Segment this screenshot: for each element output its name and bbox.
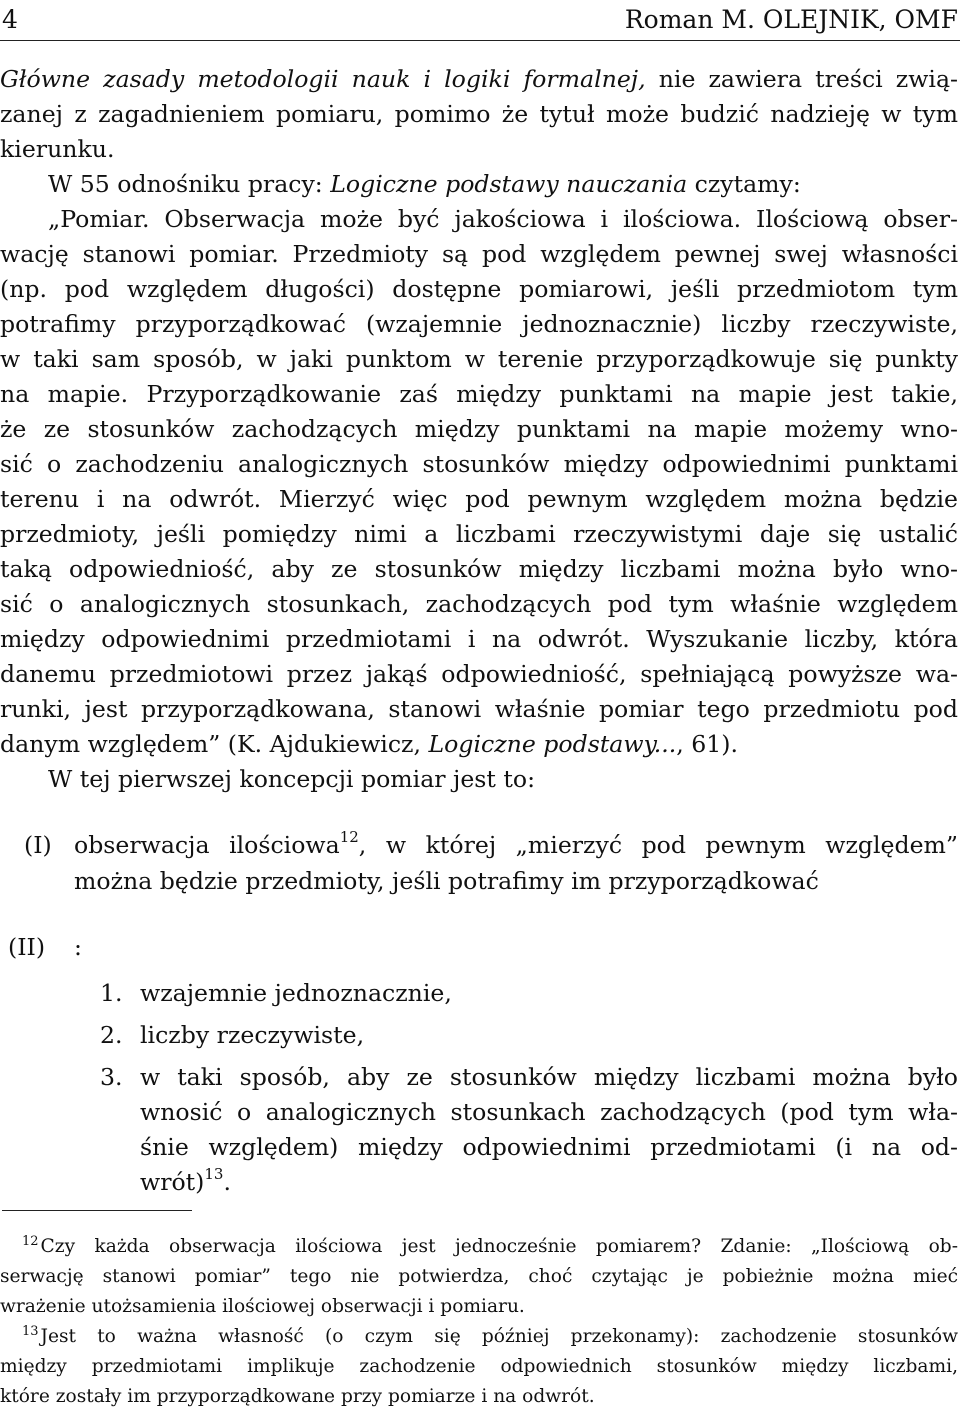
footnote-12-line3: wrażenie utożsamienia ilościowej obserwacji i pomiaru.: [0, 1296, 525, 1317]
sublist-text-3-line2: wnosić o analogicznych stosunkach zachodzących (pod tym wła-: [140, 1098, 958, 1126]
paragraph2-line7: na mapie. Przyporządkowanie zaś między punktami na mapie jest takie,: [0, 380, 958, 408]
enum-label-2: (II): [8, 933, 46, 961]
footnote-mark-13: 13: [22, 1324, 39, 1339]
paragraph1-line1: [0, 62, 958, 97]
sublist-text-2: liczby rzeczywiste,: [140, 1021, 365, 1049]
enum-item-1-line2: [0, 864, 958, 899]
paragraph2-line8: że ze stosunków zachodzących między punktami na mapie możemy wno-: [0, 415, 958, 443]
sublist-num-2: 2.: [100, 1021, 123, 1049]
footnote-mark-12: 12: [22, 1234, 39, 1249]
paragraph2-line10: terenu i na odwrót. Mierzyć więc pod pewnym względem można będzie: [0, 485, 958, 513]
sublist-item-1: [0, 976, 958, 1011]
paragraph2-line14: między odpowiednimi przedmiotami i na odwrót. Wyszukanie liczby, która: [0, 625, 958, 653]
sublist-item-3-line1: [0, 1060, 958, 1095]
paragraph2-line17: [0, 727, 958, 762]
main-text: [0, 62, 960, 797]
paragraph2-line6: w taki sam sposób, w jaki punktom w terenie przyporządkowuje się punkty: [0, 345, 958, 373]
paragraph2-line1: [0, 167, 958, 202]
sublist-text-3-line3: śnie względem) między odpowiednimi przedmiotami (i na od-: [140, 1133, 958, 1161]
book-title-italic: Główne zasady metodologii nauk i logiki formalnej,: [0, 65, 646, 93]
sublist-item-3-line2: [0, 1095, 958, 1130]
paragraph1-line1-text: nie zawiera treści zwią-: [645, 65, 958, 93]
footnote-rule: [2, 1210, 192, 1211]
sublist-item-2: [0, 1018, 958, 1053]
citation-title-italic: Logiczne podstawy...: [428, 730, 677, 758]
paragraph2-line1-end: czytamy:: [687, 170, 801, 198]
footnote-13-line1: [0, 1322, 958, 1352]
paragraph2-line12: taką odpowiedniość, aby ze stosunków między liczbami można było wno-: [0, 555, 958, 583]
enum-item-1-text-line2: można będzie przedmioty, jeśli potrafimy im przyporządkować: [74, 867, 819, 895]
enum-label-1: (I): [24, 831, 52, 859]
footnote-13-line3: które zostały im przyporządkowane przy pomiarze i na odwrót.: [0, 1386, 595, 1407]
sublist-num-3: 3.: [100, 1063, 123, 1091]
work-title-italic: Logiczne podstawy nauczania: [330, 170, 688, 198]
enum-item-2-colon: :: [74, 933, 82, 961]
enum-item-1-start: obserwacja ilościowa: [74, 831, 340, 859]
paragraph2-line9: sić o zachodzeniu analogicznych stosunków między odpowiednimi punktami: [0, 450, 958, 478]
sublist-text-3-last: wrót): [140, 1168, 205, 1196]
page-number: 4: [2, 5, 18, 34]
paragraph2-line5: potrafimy przyporządkować (wzajemnie jednoznacznie) liczby rzeczywiste,: [0, 310, 958, 338]
paragraph2-line16: runki, jest przyporządkowana, stanowi właśnie pomiar tego przedmiotu pod: [0, 695, 958, 723]
paragraph2-line13: sić o analogicznych stosunkach, zachodzących pod tym właśnie względem: [0, 590, 958, 618]
footnotes: [0, 1232, 960, 1412]
paragraph3: W tej pierwszej koncepcji pomiar jest to:: [48, 765, 536, 793]
sublist-text-1: wzajemnie jednoznacznie,: [140, 979, 452, 1007]
sublist-item-3-line4: [0, 1165, 958, 1200]
paragraph2-line1-start: W 55 odnośniku pracy:: [48, 170, 331, 198]
enum-item-1-quote: , w której „mierzyć pod pewnym względem”: [358, 831, 958, 859]
sublist-text-3-line1: w taki sposób, aby ze stosunków między liczbami można było: [140, 1063, 958, 1091]
paragraph2-line15: danemu przedmiotowi przez jakąś odpowiedniość, spełniającą powyższe wa-: [0, 660, 958, 688]
citation-end: , 61).: [676, 730, 738, 758]
enum-item-2: [0, 930, 958, 965]
paragraph2-line3: wację stanowi pomiar. Przedmioty są pod względem pewnej swej własności: [0, 240, 958, 268]
footnote-ref-13[interactable]: 13: [204, 1165, 224, 1184]
paragraph1-line2: zanej z zagadnieniem pomiaru, pomimo że tytuł może budzić nadzieję w tym: [0, 100, 958, 128]
citation-start: danym względem” (K. Ajdukiewicz,: [0, 730, 429, 758]
running-header: [0, 0, 960, 41]
sublist-text-3-line4: [140, 1165, 958, 1200]
paragraph2-line2: „Pomiar. Obserwacja może być jakościowa i ilościowa. Ilościową obser-: [48, 205, 958, 233]
footnote-12-line1: [0, 1232, 958, 1262]
paragraph2-line4: (np. pod względem długości) dostępne pomiarowi, jeśli przedmiotom tym: [0, 275, 958, 303]
footnote-13-text-1: Jest to ważna własność (o czym się później przekonamy): zachodzenie stosunków: [40, 1326, 958, 1347]
running-head-author: Roman M. OLEJNIK, OMF: [624, 5, 958, 34]
footnote-12-text-1: Czy każda obserwacja ilościowa jest jednocześnie pomiarem? Zdanie: „Ilościową ob-: [40, 1236, 958, 1257]
footnote-ref-12[interactable]: 12: [339, 828, 359, 847]
paragraph1-line3: kierunku.: [0, 135, 115, 163]
footnote-13-line2: między przedmiotami implikuje zachodzenie odpowiednich stosunków między liczbami,: [0, 1356, 958, 1377]
enum-item-1-text: [74, 828, 958, 863]
paragraph2-line11: przedmioty, jeśli pomiędzy nimi a liczbami rzeczywistymi daje się ustalić: [0, 520, 958, 548]
sublist-item-3-line3: [0, 1130, 958, 1165]
sublist-num-1: 1.: [100, 979, 123, 1007]
sublist-text-3-period: .: [223, 1168, 231, 1196]
footnote-12-line2: serwację stanowi pomiar” tego nie potwierdza, choć czytając je pobieżnie można mieć: [0, 1266, 958, 1287]
enum-item-1-line1: [0, 828, 958, 863]
